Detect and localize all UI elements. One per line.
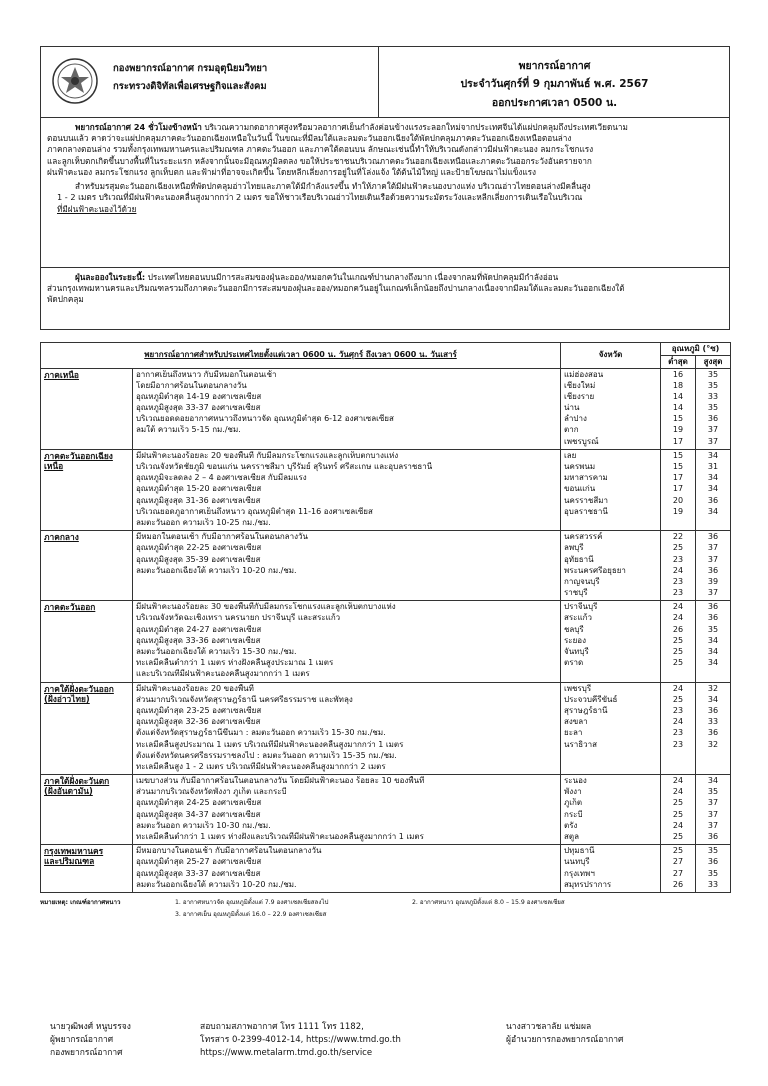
weather-summary [40, 118, 730, 268]
region-name: (ฝั่งอ่าวไทย) [44, 693, 90, 704]
province-name: นราธิวาส [564, 739, 598, 749]
note-1: 1. อากาศหนาวจัด อุณหภูมิตั้งแต่ 7.9 องศาเซลเซียสลงไป [175, 898, 329, 906]
province-cell [561, 368, 661, 449]
director-block [506, 1022, 623, 1048]
min-temp-value: 27 [672, 868, 684, 878]
province-column-header: จังหวัด [561, 343, 661, 369]
province-name: สงขลา [564, 717, 588, 727]
description-line: อุณหภูมิต่ำสุด 22-25 องศาเซลเซียส [136, 543, 262, 553]
min-temp-cell [661, 449, 696, 530]
max-temp-value: 37 [707, 554, 719, 564]
province-cell [561, 682, 661, 775]
max-temp-value: 34 [707, 450, 719, 460]
min-temp-value: 25 [672, 658, 684, 668]
province-name: กาญจนบุรี [564, 576, 600, 586]
description-line: ตั้งแต่จังหวัดนครศรีธรรมราชลงไป : ลมตะวันออก ความเร็ว 15-35 กม./ชม. [136, 750, 397, 760]
org-name-line2: กระทรวงดิจิทัลเพื่อเศรษฐกิจและสังคม [113, 81, 267, 92]
min-temp-value: 24 [672, 602, 684, 612]
province-name: ลำปาง [564, 414, 587, 424]
region-row [41, 845, 731, 893]
min-temp-value: 23 [672, 588, 684, 598]
max-temp-value: 35 [707, 846, 719, 856]
region-name: ภาคเหนือ [44, 369, 79, 380]
region-name: ภาคใต้ฝั่งตะวันตก [44, 776, 110, 787]
province-cell [561, 531, 661, 601]
director-title: ผู้อำนวยการกองพยากรณ์อากาศ [506, 1035, 624, 1045]
contact-phone: สอบถามสภาพอากาศ โทร 1111 โทร 1182, [200, 1022, 364, 1032]
min-temp-cell [661, 531, 696, 601]
contact-fax-website[interactable]: โทรสาร 0-2399-4012-14, https://www.tmd.go.th [200, 1035, 401, 1045]
max-temp-value: 32 [707, 739, 719, 749]
region-name-cell [41, 682, 133, 775]
min-temp-value: 25 [672, 635, 684, 645]
max-temp-value: 34 [707, 694, 719, 704]
max-temp-value: 36 [707, 728, 719, 738]
organization-block [41, 47, 379, 117]
dust-lead: ฝุ่นละอองในระยะนี้: [75, 272, 146, 282]
description-line: อุณหภูมิสูงสุด 33-37 องศาเซลเซียส [136, 403, 261, 413]
description-line: ส่วนมากบริเวณจังหวัดสุราษฎร์ธานี นครศรีธรรมราช และพัทลุง [136, 694, 353, 704]
dust-line: ส่วนกรุงเทพมหานครและปริมณฑลรวมถึงภาคตะวันออกมีการสะสมของฝุ่นละออง/หมอกควันอยู่ในเกณฑ์เล็กน้อยถึงปานกลางเนื่องจากมีลมใต้และลมตะวันออกเฉียงใต้ [47, 283, 625, 294]
max-temp-value: 35 [707, 380, 719, 390]
region-name: กรุงเทพมหานคร [44, 846, 104, 857]
min-temp-value: 23 [672, 576, 684, 586]
min-temp-value: 24 [672, 717, 684, 727]
max-temp-value: 36 [707, 495, 719, 505]
description-line: บริเวณยอดดอยอากาศหนาวถึงหนาวจัด อุณหภูมิต่ำสุด 6-12 องศาเซลเซียส [136, 414, 394, 424]
min-temp-value: 15 [672, 462, 684, 471]
min-temp-value: 26 [672, 879, 684, 889]
max-temp-cell [696, 531, 731, 601]
description-line: บริเวณยอดภูอากาศเย็นถึงหนาว อุณหภูมิต่ำสุด 11-16 องศาเซลเซียส [136, 506, 373, 516]
max-temp-value: 36 [707, 857, 719, 867]
min-temp-value: 24 [672, 776, 684, 786]
description-line: ทะเลมีคลื่นสูงประมาณ 1 เมตร บริเวณที่มีฝนฟ้าคะนองคลื่นสูงมากกว่า 1 เมตร [136, 739, 404, 749]
province-name: ยะลา [564, 728, 583, 738]
min-temp-value: 24 [672, 613, 684, 623]
min-temp-value: 23 [672, 739, 684, 749]
description-line: ลมตะวันออก ความเร็ว 10-25 กม./ชม. [136, 517, 271, 527]
province-name: ลพบุรี [564, 543, 584, 553]
region-name: ภาคใต้ฝั่งตะวันออก [44, 683, 114, 694]
province-name: กระบี่ [564, 809, 583, 819]
contact-block [200, 1022, 401, 1061]
region-name-cell [41, 449, 133, 530]
description-line: มีฝนฟ้าคะนองร้อยละ 20 ของพื้นที่ [136, 683, 254, 693]
province-name: ระยอง [564, 635, 586, 645]
description-line: อุณหภูมิต่ำสุด 15-20 องศาเซลเซียส [136, 484, 262, 494]
temperature-column-header: อุณหภูมิ (°ซ) [661, 343, 731, 356]
max-temp-value: 34 [707, 635, 719, 645]
region-name-cell [41, 775, 133, 845]
min-temp-value: 20 [672, 495, 684, 505]
summary-lead: พยากรณ์อากาศ 24 ชั่วโมงข้างหน้า [75, 122, 202, 132]
description-line: ทะเลมีคลื่นสูง 1 - 2 เมตร บริเวณที่มีฝนฟ้าคะนองคลื่นสูงมากกว่า 2 เมตร [136, 761, 386, 771]
org-name-line1: กองพยากรณ์อากาศ กรมอุตุนิยมวิทยา [113, 63, 268, 74]
max-temp-value: 34 [707, 473, 719, 483]
issued-time: ออกประกาศเวลา 0500 น. [491, 97, 618, 109]
province-name: พังงา [564, 787, 582, 797]
min-temp-value: 24 [672, 565, 684, 575]
min-temp-value: 25 [672, 809, 684, 819]
province-name: มหาสารคาม [564, 473, 608, 483]
province-name: ภูเก็ต [564, 798, 583, 808]
min-temp-value: 15 [672, 450, 684, 460]
province-name: เลย [564, 450, 577, 460]
min-temp-value: 16 [672, 369, 684, 379]
description-line: อุณหภูมิสูงสุด 33-37 องศาเซลเซียส [136, 868, 261, 878]
region-row [41, 775, 731, 845]
max-temp-header: สูงสุด [696, 355, 731, 368]
province-name: เพชรบุรี [564, 683, 592, 693]
summary-line: ภาคกลางตอนล่าง รวมทั้งกรุงเทพมหานครและปริมณฑล ภาคตะวันออก และภาคใต้ตอนบน ลักษณะเช่นนี้ทำให้บริเวณดังกล่าวมีฝนฟ้าคะนอง ลมกระโชกแรง [47, 144, 594, 155]
max-temp-cell [696, 775, 731, 845]
min-temp-value: 19 [672, 425, 684, 435]
director-name: นางสาวชลาลัย แช่มผล [506, 1022, 592, 1032]
province-name: เชียงใหม่ [564, 380, 596, 390]
description-line: อุณหภูมิสูงสุด 34-37 องศาเซลเซียส [136, 809, 261, 819]
max-temp-value: 34 [707, 776, 719, 786]
forecaster-title: ผู้พยากรณ์อากาศ [50, 1035, 114, 1045]
note-2: 2. อากาศหนาว อุณหภูมิตั้งแต่ 8.0 – 15.9 องศาเซลเซียส [412, 898, 565, 906]
summary-line: ฝนฟ้าคะนอง ลมกระโชกแรง ลูกเห็บตก และฟ้าผ่าที่อาจจะเกิดขึ้น โดยหลีกเลี่ยงการอยู่ในที่โล่งแจ้ง ใต้ต้นไม้ใหญ่ และป้ายโฆษณาไม่แข็งแรง [47, 166, 536, 177]
description-line: ลมตะวันออกเฉียงใต้ ความเร็ว 10-20 กม./ชม. [136, 879, 297, 889]
province-name: ตาก [564, 425, 579, 435]
description-line: อุณหภูมิสูงสุด 31-36 องศาเซลเซียส [136, 495, 261, 505]
forecast-document [40, 46, 730, 939]
region-name: และปริมณฑล [44, 856, 95, 867]
note-3: 3. อากาศเย็น อุณหภูมิตั้งแต่ 16.0 – 22.9 องศาเซลเซียส [175, 910, 327, 918]
sea-line: ที่มีฝนฟ้าคะนองไว้ด้วย [57, 203, 137, 214]
region-name: (ฝั่งอันดามัน) [44, 786, 93, 797]
province-name: นนทบุรี [564, 857, 590, 867]
max-temp-cell [696, 449, 731, 530]
region-description-cell [133, 449, 561, 530]
min-temp-value: 25 [672, 694, 684, 704]
max-temp-value: 36 [707, 414, 719, 424]
description-line: บริเวณจังหวัดฉะเชิงเทรา นครนายก ปราจีนบุรี และสระแก้ว [136, 613, 341, 623]
min-temp-value: 23 [672, 554, 684, 564]
min-temp-value: 14 [672, 403, 684, 413]
max-temp-value: 36 [707, 532, 719, 542]
min-temp-value: 25 [672, 798, 684, 808]
forecaster-division: กองพยากรณ์อากาศ [50, 1048, 123, 1058]
min-temp-value: 25 [672, 543, 684, 553]
description-line: อุณหภูมิสูงสุด 32-36 องศาเซลเซียส [136, 717, 261, 727]
province-name: เชียงราย [564, 391, 595, 401]
max-temp-value: 37 [707, 425, 719, 435]
region-name: ภาคกลาง [44, 532, 79, 543]
summary-line: และลูกเห็บตกเกิดขึ้นบางพื้นที่ในระยะแรก หลังจากนั้นจะมีอุณหภูมิลดลง ขอให้ประชาชนบริเวณภาคตะวันออกเฉียงเหนือและภาคตะวันออกระวังอันตรายจาก [47, 155, 592, 166]
description-line: มีหมอกในตอนเช้า กับมีอากาศร้อนในตอนกลางวัน [136, 532, 308, 542]
description-line: ลมตะวันออกเฉียงใต้ ความเร็ว 10-20 กม./ชม. [136, 565, 297, 575]
description-line: อุณหภูมิต่ำสุด 14-19 องศาเซลเซียส [136, 391, 262, 401]
min-temp-value: 25 [672, 647, 684, 656]
region-name-cell [41, 601, 133, 682]
description-line: มีหมอกบางในตอนเช้า กับมีอากาศร้อนในตอนกลางวัน [136, 846, 322, 856]
province-name: ระนอง [564, 776, 587, 786]
province-name: ตรัง [564, 820, 578, 830]
max-temp-value: 33 [707, 717, 719, 727]
min-temp-cell [661, 775, 696, 845]
max-temp-value: 36 [707, 602, 719, 612]
description-line: ทะเลมีคลื่นต่ำกว่า 1 เมตร ห่างฝั่งและบริเวณที่มีฝนฟ้าคะนองคลื่นสูงมากกว่า 1 เมตร [136, 832, 424, 841]
min-temp-value: 25 [672, 846, 684, 856]
province-name: สมุทรปราการ [564, 879, 612, 889]
description-line: ลมตะวันออก ความเร็ว 10-30 กม./ชม. [136, 820, 271, 830]
min-temp-value: 24 [672, 820, 684, 830]
description-line: ทะเลมีคลื่นต่ำกว่า 1 เมตร ห่างฝั่งคลื่นสูงประมาณ 1 เมตร [136, 658, 334, 668]
description-line: อุณหภูมิต่ำสุด 24-25 องศาเซลเซียส [136, 798, 262, 808]
region-name: ภาคตะวันออกเฉียงเหนือ [44, 450, 113, 472]
max-temp-value: 36 [707, 832, 719, 841]
dust-section [40, 268, 730, 330]
title-block [380, 47, 729, 117]
description-line: มีฝนฟ้าคะนองร้อยละ 30 ของพื้นที่กับมีลมกระโชกแรงและลูกเห็บตกบางแห่ง [136, 602, 396, 612]
description-line: มีฝนฟ้าคะนองร้อยละ 20 ของพื้นที่ กับมีลมกระโชกแรงและลูกเห็บตกบางแห่ง [136, 450, 399, 460]
province-cell [561, 449, 661, 530]
dust-line: พัดปกคลุม [47, 294, 84, 305]
region-row [41, 682, 731, 775]
description-line: อากาศเย็นถึงหนาว กับมีหมอกในตอนเช้า [136, 369, 277, 379]
province-name: ประจวบคีรีขันธ์ [564, 694, 618, 704]
notes-section [40, 895, 730, 939]
max-temp-value: 34 [707, 647, 719, 656]
max-temp-value: 37 [707, 436, 719, 446]
province-cell [561, 601, 661, 682]
min-temp-cell [661, 682, 696, 775]
max-temp-value: 37 [707, 820, 719, 830]
region-name-cell [41, 368, 133, 449]
description-line: ตั้งแต่จังหวัดสุราษฎร์ธานีขึ้นมา : ลมตะวันออก ความเร็ว 15-30 กม./ชม. [136, 728, 386, 738]
max-temp-value: 39 [707, 576, 719, 586]
province-name: ขอนแก่น [564, 484, 596, 494]
province-cell [561, 845, 661, 893]
description-line: อุณหภูมิสูงสุด 33-36 องศาเซลเซียส [136, 635, 261, 645]
province-name: กรุงเทพฯ [564, 868, 595, 878]
min-temp-value: 24 [672, 787, 684, 797]
max-temp-cell [696, 601, 731, 682]
max-temp-value: 35 [707, 868, 719, 878]
region-description-cell [133, 775, 561, 845]
province-name: ปราจีนบุรี [564, 602, 598, 612]
tmd-emblem-icon [51, 55, 99, 107]
province-name: ตราด [564, 658, 584, 668]
description-line: อุณหภูมิจะลดลง 2 – 4 องศาเซลเซียส กับมีลมแรง [136, 473, 307, 483]
contact-service-link[interactable]: https://www.metalarm.tmd.go.th/service [200, 1048, 373, 1058]
province-name: สระแก้ว [564, 613, 592, 623]
regional-forecast-table [40, 342, 731, 893]
province-name: แม่ฮ่องสอน [564, 369, 604, 379]
description-line: เมฆบางส่วน กับมีอากาศร้อนในตอนกลางวัน โดยมีฝนฟ้าคะนอง ร้อยละ 10 ของพื้นที่ [136, 776, 425, 786]
document-footer [40, 1018, 730, 1070]
province-name: นครพนม [564, 462, 596, 471]
sea-para [47, 181, 723, 192]
min-temp-value: 15 [672, 414, 684, 424]
max-temp-cell [696, 368, 731, 449]
region-row [41, 531, 731, 601]
description-line: ส่วนมากบริเวณจังหวัดพังงา ภูเก็ต และกระบี่ [136, 787, 287, 797]
region-name-cell [41, 845, 133, 893]
min-temp-header: ต่ำสุด [661, 355, 696, 368]
max-temp-value: 36 [707, 705, 719, 715]
region-description-cell [133, 368, 561, 449]
region-row [41, 601, 731, 682]
region-description-cell [133, 682, 561, 775]
max-temp-value: 35 [707, 624, 719, 634]
max-temp-value: 35 [707, 403, 719, 413]
summary-line: ตอนบนแล้ว คาดว่าจะแผ่ปกคลุมภาคตะวันออกเฉียงเหนือในวันนี้ ในขณะที่มีลมใต้และลมตะวันออกเฉียงใต้พัดปกคลุมภาคตะวันออกเฉียงเหนือตอนล่าง [47, 133, 572, 144]
min-temp-cell [661, 368, 696, 449]
min-temp-value: 14 [672, 391, 684, 401]
min-temp-cell [661, 601, 696, 682]
sea-line: สำหรับมรสุมตะวันออกเฉียงเหนือที่พัดปกคลุมอ่าวไทยและภาคใต้มีกำลังแรงขึ้น ทำให้ภาคใต้มีฝนฟ้าคะนองบางแห่ง บริเวณอ่าวไทยตอนล่างมีคลื่นสูง [75, 181, 591, 192]
max-temp-value: 37 [707, 588, 719, 598]
max-temp-cell [696, 682, 731, 775]
province-name: จันทบุรี [564, 647, 589, 656]
sea-line: 1 - 2 เมตร บริเวณที่มีฝนฟ้าคะนองคลื่นสูงมากกว่า 2 เมตร ขอให้ชาวเรือบริเวณอ่าวไทยเดินเรือด้วยความระมัดระวังและหลีกเลี่ยงการเดินเรือในบริเวณ [57, 192, 583, 203]
max-temp-value: 33 [707, 391, 719, 401]
dust-line: ประเทศไทยตอนบนมีการสะสมของฝุ่นละออง/หมอกควันในเกณฑ์ปานกลางถึงมาก เนื่องจากลมที่พัดปกคลุมมีกำลังอ่อน [145, 272, 559, 282]
province-name: เพชรบูรณ์ [564, 436, 599, 446]
document-title: พยากรณ์อากาศ [518, 60, 591, 72]
summary-line: บริเวณความกดอากาศสูงหรือมวลอากาศเย็นกำลังค่อนข้างแรงระลอกใหม่จากประเทศจีนได้แผ่ปกคลุมถึงประเทศเวียดนาม [201, 122, 628, 132]
description-line: และบริเวณที่มีฝนฟ้าคะนองคลื่นสูงมากกว่า 1 เมตร [136, 669, 310, 679]
min-temp-value: 18 [672, 380, 684, 390]
description-line: ลมใต้ ความเร็ว 5-15 กม./ชม. [136, 425, 241, 435]
description-line: อุณหภูมิต่ำสุด 23-25 องศาเซลเซียส [136, 705, 262, 715]
max-temp-value: 34 [707, 506, 719, 516]
description-line: โดยมีอากาศร้อนในตอนกลางวัน [136, 380, 247, 390]
max-temp-value: 35 [707, 369, 719, 379]
province-name: พระนครศรีอยุธยา [564, 565, 626, 575]
max-temp-value: 36 [707, 613, 719, 623]
dust-para [47, 272, 723, 306]
description-line: อุณหภูมิต่ำสุด 24-27 องศาเซลเซียส [136, 624, 262, 634]
min-temp-value: 25 [672, 832, 684, 841]
province-name: สตูล [564, 832, 579, 841]
min-temp-value: 17 [672, 473, 684, 483]
forecast-date: ประจำวันศุกร์ที่ 9 กุมภาพันธ์ พ.ศ. 2567 [460, 78, 649, 90]
max-temp-value: 33 [707, 879, 719, 889]
province-name: น่าน [564, 403, 580, 413]
notes-label: หมายเหตุ: เกณฑ์อากาศหนาว [40, 898, 121, 906]
region-description-cell [133, 531, 561, 601]
province-name: ราชบุรี [564, 588, 588, 598]
region-description-cell [133, 845, 561, 893]
max-temp-value: 37 [707, 543, 719, 553]
max-temp-value: 34 [707, 484, 719, 494]
min-temp-value: 23 [672, 705, 684, 715]
min-temp-cell [661, 845, 696, 893]
min-temp-value: 17 [672, 484, 684, 494]
max-temp-value: 37 [707, 798, 719, 808]
sea-para-cont [47, 192, 723, 214]
max-temp-value: 31 [707, 462, 719, 471]
region-description-cell [133, 601, 561, 682]
max-temp-value: 35 [707, 787, 719, 797]
min-temp-value: 17 [672, 436, 684, 446]
max-temp-value: 32 [707, 683, 719, 693]
min-temp-value: 23 [672, 728, 684, 738]
min-temp-value: 19 [672, 506, 684, 516]
description-line: อุณหภูมิสูงสุด 35-39 องศาเซลเซียส [136, 554, 261, 564]
region-name-cell [41, 531, 133, 601]
province-name: ปทุมธานี [564, 846, 595, 856]
min-temp-value: 26 [672, 624, 684, 634]
region-name: ภาคตะวันออก [44, 602, 96, 613]
max-temp-value: 36 [707, 565, 719, 575]
min-temp-value: 27 [672, 857, 684, 867]
province-name: ชลบุรี [564, 624, 584, 634]
forecaster-block [50, 1022, 131, 1061]
max-temp-cell [696, 845, 731, 893]
province-name: อุทัยธานี [564, 554, 594, 564]
forecaster-name: นายวุฒิพงศ์ หนูบรรจง [50, 1022, 131, 1032]
province-name: อุบลราชธานี [564, 506, 608, 516]
region-row [41, 368, 731, 449]
summary-para [47, 122, 723, 178]
province-name: สุราษฎร์ธานี [564, 705, 608, 715]
min-temp-value: 24 [672, 683, 684, 693]
min-temp-value: 22 [672, 532, 684, 542]
max-temp-value: 37 [707, 809, 719, 819]
description-line: ลมตะวันออกเฉียงใต้ ความเร็ว 15-30 กม./ชม. [136, 647, 297, 656]
province-name: นครสวรรค์ [564, 532, 603, 542]
province-cell [561, 775, 661, 845]
description-line: อุณหภูมิต่ำสุด 25-27 องศาเซลเซียส [136, 857, 262, 867]
max-temp-value: 34 [707, 658, 719, 668]
region-row [41, 449, 731, 530]
province-name: นครราชสีมา [564, 495, 608, 505]
table-heading: พยากรณ์อากาศสำหรับประเทศไทยตั้งแต่เวลา 0600 น. วันศุกร์ ถึงเวลา 0600 น. วันเสาร์ [41, 343, 561, 369]
document-header [40, 46, 730, 118]
description-line: บริเวณจังหวัดชัยภูมิ ขอนแก่น นครราชสีมา บุรีรัมย์ สุรินทร์ ศรีสะเกษ และอุบลราชธานี [136, 462, 433, 471]
